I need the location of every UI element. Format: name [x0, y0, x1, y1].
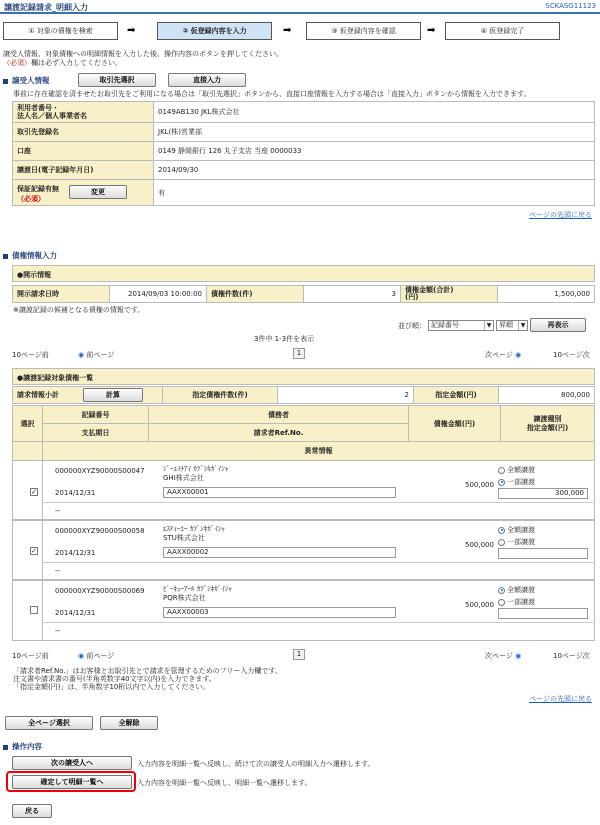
spec-count-value: 2 — [278, 387, 414, 404]
record-number: 000000XYZ90000S00069 — [55, 587, 145, 595]
intro-required-text: 欄は必ず入力してください。 — [31, 59, 122, 67]
next-assignee-desc: 入力内容を明細一覧へ反映し、続けて次の譲受人の明細入力へ遷移します。 — [137, 760, 375, 768]
radio-label: 全額譲渡 — [507, 586, 535, 594]
ref-input[interactable]: AAXX00002 — [163, 547, 396, 558]
kv-key: 口座 — [13, 142, 154, 161]
debtor-name: GHI株式会社 — [163, 474, 204, 482]
row-divider — [42, 520, 43, 580]
section-title-operation — [3, 741, 42, 752]
select-partner-button[interactable]: 取引先選択 — [78, 73, 156, 87]
radio-all-transfer[interactable] — [498, 525, 535, 535]
select-all-pages-button[interactable]: 全ページ選択 — [5, 716, 93, 730]
kv-value: JKL(株)営業部 — [154, 123, 595, 142]
part-amount-input[interactable] — [498, 548, 588, 559]
pager-next-label: 次ページ — [485, 652, 513, 660]
disc-count-label: 債権件数(件) — [207, 286, 304, 303]
subtotal-label: 請求情報小計 — [17, 391, 59, 399]
ref-input[interactable]: AAXX00003 — [163, 607, 396, 618]
col-debtor: 債務者 — [149, 406, 409, 424]
section-title-claims — [3, 250, 57, 261]
part-amount-input[interactable] — [498, 608, 588, 619]
square-icon — [3, 745, 8, 750]
disc-date-value: 2014/09/03 10:00:00 — [110, 286, 207, 303]
guarantee-value: 有 — [154, 180, 595, 206]
claim-amount: 500,000 — [465, 541, 494, 549]
row-checkbox[interactable]: ✓ — [31, 547, 37, 555]
disclosure-table — [12, 285, 595, 303]
redisplay-button[interactable]: 再表示 — [530, 318, 586, 332]
arrow-right-icon: ➡ — [127, 25, 136, 36]
page-title: 譲渡記録請求_明細入力 — [4, 3, 88, 12]
pager-prev-label: 前ページ — [86, 351, 115, 359]
kv-value: 0149AB130 JKL株式会社 — [154, 102, 595, 123]
radio-label: 一部譲渡 — [507, 598, 535, 606]
pager-next[interactable] — [485, 651, 521, 661]
next-assignee-button[interactable]: 次の譲受人へ — [12, 756, 132, 770]
assignee-note: 事前に存在確認を済ませたお取引先をご利用になる場合は「取引先選択」ボタンから、直接口座情報を入力する場合は「直接入力」ボタンから情報を入力できます。 — [13, 90, 531, 98]
disc-total-label: 債権金額(合計) (円) — [401, 286, 498, 303]
abnormal-info: -- — [55, 567, 61, 575]
foot-note-3: 「指定金額(円)」は、半角数字10桁以内で入力してください。 — [13, 683, 210, 691]
col-payday: 支払期日 — [43, 424, 149, 442]
subtotal-cell — [13, 387, 163, 404]
change-guarantee-button[interactable]: 変更 — [69, 185, 127, 199]
intro-text: 譲受人情報、対象債権への明細情報を入力した後、操作内容のボタンを押してください。 — [3, 50, 283, 58]
payday: 2014/12/31 — [55, 549, 96, 557]
row-divider — [42, 562, 595, 563]
radio-icon — [498, 527, 505, 534]
radio-label: 一部譲渡 — [507, 478, 535, 486]
pager-prev10[interactable]: 10ページ前 — [12, 351, 49, 359]
ref-input[interactable]: AAXX00001 — [163, 487, 396, 498]
calculate-button[interactable]: 計算 — [83, 388, 143, 402]
required-mark: （必須） — [3, 59, 31, 67]
result-count: 3件中 1-3件を表示 — [254, 335, 315, 343]
pager-prev-label: 前ページ — [86, 652, 115, 660]
section-title-text: 操作内容 — [12, 742, 42, 751]
next-icon: ◉ — [515, 351, 522, 359]
step-2: ② 仮登録内容を入力 — [157, 22, 272, 40]
radio-all-transfer[interactable] — [498, 585, 535, 595]
pager-next10[interactable]: 10ページ次 — [553, 351, 590, 359]
radio-icon — [498, 479, 505, 486]
disclosure-header: ●開示情報 — [12, 265, 595, 282]
guarantee-label: 保証記録有無 — [17, 185, 59, 193]
payday: 2014/12/31 — [55, 609, 96, 617]
kv-key: 譲渡日(電子記録年月日) — [13, 161, 154, 180]
radio-label: 全額譲渡 — [507, 526, 535, 534]
kv-value: 2014/09/30 — [154, 161, 595, 180]
abnormal-info: -- — [55, 507, 61, 515]
pager-next10[interactable]: 10ページ次 — [553, 652, 590, 660]
claim-amount: 500,000 — [465, 481, 494, 489]
sort-select[interactable] — [428, 320, 494, 331]
pager-next-label: 次ページ — [485, 351, 513, 359]
prev-icon: ◉ — [78, 351, 85, 359]
abnormal-info: -- — [55, 627, 61, 635]
foot-note-1: 「請求者Ref.No.」はお客様とお取引先とで請求を管理するためのフリー入力欄です。 — [13, 667, 282, 675]
kv-key: 取引先登録名 — [13, 123, 154, 142]
intro-required — [3, 59, 122, 68]
disc-count-value: 3 — [304, 286, 401, 303]
page-number[interactable]: 1 — [293, 649, 305, 660]
radio-part-transfer[interactable] — [498, 597, 535, 607]
confirm-desc: 入力内容を明細一覧へ反映し、明細一覧へ遷移します。 — [137, 779, 312, 787]
section-title-text: 譲受人情報 — [12, 76, 50, 85]
radio-label: 一部譲渡 — [507, 538, 535, 546]
row-checkbox[interactable]: ✓ — [31, 488, 37, 496]
deselect-all-button[interactable]: 全解除 — [100, 716, 158, 730]
spec-amount-value: 800,000 — [499, 387, 595, 404]
foot-note-2: 注文書や請求書の番号(半角英数字40文字以内)を入力できます。 — [13, 675, 216, 683]
step-1: ① 対象の債権を検索 — [3, 22, 118, 40]
square-icon — [3, 254, 8, 259]
disclosure-note: ※譲渡記録の候補となる債権の情報です。 — [13, 306, 145, 314]
debtor-name: STU株式会社 — [163, 534, 205, 542]
section-title-assignee — [3, 75, 50, 86]
debtor-kana: ｴｽﾃｨｰﾕｰ ｶﾌﾞｼｷｶﾞｲｼｬ — [163, 525, 225, 533]
radio-icon — [498, 587, 505, 594]
claim-amount: 500,000 — [465, 601, 494, 609]
disc-total-value: 1,500,000 — [498, 286, 595, 303]
row-divider — [42, 502, 595, 503]
subtotal-table — [12, 386, 595, 404]
radio-label: 全額譲渡 — [507, 466, 535, 474]
radio-all-transfer[interactable] — [498, 465, 535, 475]
col-select: 選択 — [13, 406, 43, 442]
back-to-top-link[interactable]: ページの先頭に戻る — [529, 211, 592, 219]
radio-part-transfer[interactable] — [498, 537, 535, 547]
radio-icon — [498, 467, 505, 474]
prev-icon: ◉ — [78, 652, 85, 660]
row-checkbox[interactable] — [30, 606, 38, 614]
radio-icon — [498, 599, 505, 606]
next-icon: ◉ — [515, 652, 522, 660]
kv-value: 0149 静岡銀行 126 丸子支店 当座 0000033 — [154, 142, 595, 161]
confirm-to-list-button[interactable]: 確定して明細一覧へ — [12, 775, 132, 789]
back-to-top-link[interactable]: ページの先頭に戻る — [529, 695, 592, 703]
col-abnormal: 異常情報 — [43, 442, 595, 461]
direct-input-button[interactable]: 直接入力 — [168, 73, 246, 87]
debtor-name: PQR株式会社 — [163, 594, 206, 602]
spec-amount-label: 指定金額(円) — [414, 387, 499, 404]
square-icon — [3, 79, 8, 84]
spec-count-label: 指定債権件数(件) — [163, 387, 278, 404]
col-select-spacer — [13, 442, 43, 461]
radio-part-transfer[interactable] — [498, 477, 535, 487]
sort-label: 並び順： — [398, 322, 426, 330]
part-amount-input[interactable]: 300,000 — [498, 488, 588, 499]
debtor-kana: ﾋﾟｰｷｭｰｱｰﾙ ｶﾌﾞｼｷｶﾞｲｼｬ — [163, 585, 232, 593]
radio-icon — [498, 539, 505, 546]
order-value: 昇順 — [499, 321, 513, 329]
col-type: 譲渡種別 指定金額(円) — [501, 406, 595, 442]
chevron-down-icon: ▼ — [484, 321, 493, 330]
order-select[interactable] — [496, 320, 528, 331]
title-bar — [0, 0, 600, 14]
section-title-text: 債権情報入力 — [12, 251, 57, 260]
back-button[interactable]: 戻る — [12, 804, 52, 818]
screen-id: SCKASG11123 — [545, 2, 596, 10]
pager-prev10[interactable]: 10ページ前 — [12, 652, 49, 660]
payday: 2014/12/31 — [55, 489, 96, 497]
kv-key: 利用者番号・ 法人名／個人事業者名 — [13, 102, 154, 123]
col-ref: 請求者Ref.No. — [149, 424, 409, 442]
row-divider — [42, 622, 595, 623]
row-divider — [42, 580, 43, 641]
chevron-down-icon: ▼ — [518, 321, 527, 330]
record-number: 000000XYZ90000S00047 — [55, 467, 145, 475]
arrow-right-icon: ➡ — [283, 25, 292, 36]
list-header: ●譲渡記録対象債権一覧 — [12, 368, 595, 385]
col-amount: 債権金額(円) — [409, 406, 501, 442]
step-3: ③ 仮登録内容を確認 — [306, 22, 421, 40]
arrow-right-icon: ➡ — [427, 25, 436, 36]
required-mark: （必須） — [17, 195, 45, 203]
claims-header-table — [12, 405, 595, 461]
pager-prev[interactable] — [78, 350, 114, 360]
sort-value: 記録番号 — [431, 321, 459, 329]
debtor-kana: ｼﾞｰｴｲﾁｱｲ ｶﾌﾞｼｷｶﾞｲｼｬ — [163, 465, 229, 473]
disc-date-label: 開示請求日時 — [13, 286, 110, 303]
pager-prev[interactable] — [78, 651, 114, 661]
record-number: 000000XYZ90000S00058 — [55, 527, 145, 535]
pager-next[interactable] — [485, 350, 521, 360]
assignee-table — [12, 101, 595, 206]
step-4: ④ 仮登録完了 — [445, 22, 560, 40]
col-record: 記録番号 — [43, 406, 149, 424]
row-divider — [42, 460, 43, 520]
guarantee-key — [13, 180, 154, 206]
page-number[interactable]: 1 — [293, 348, 305, 359]
